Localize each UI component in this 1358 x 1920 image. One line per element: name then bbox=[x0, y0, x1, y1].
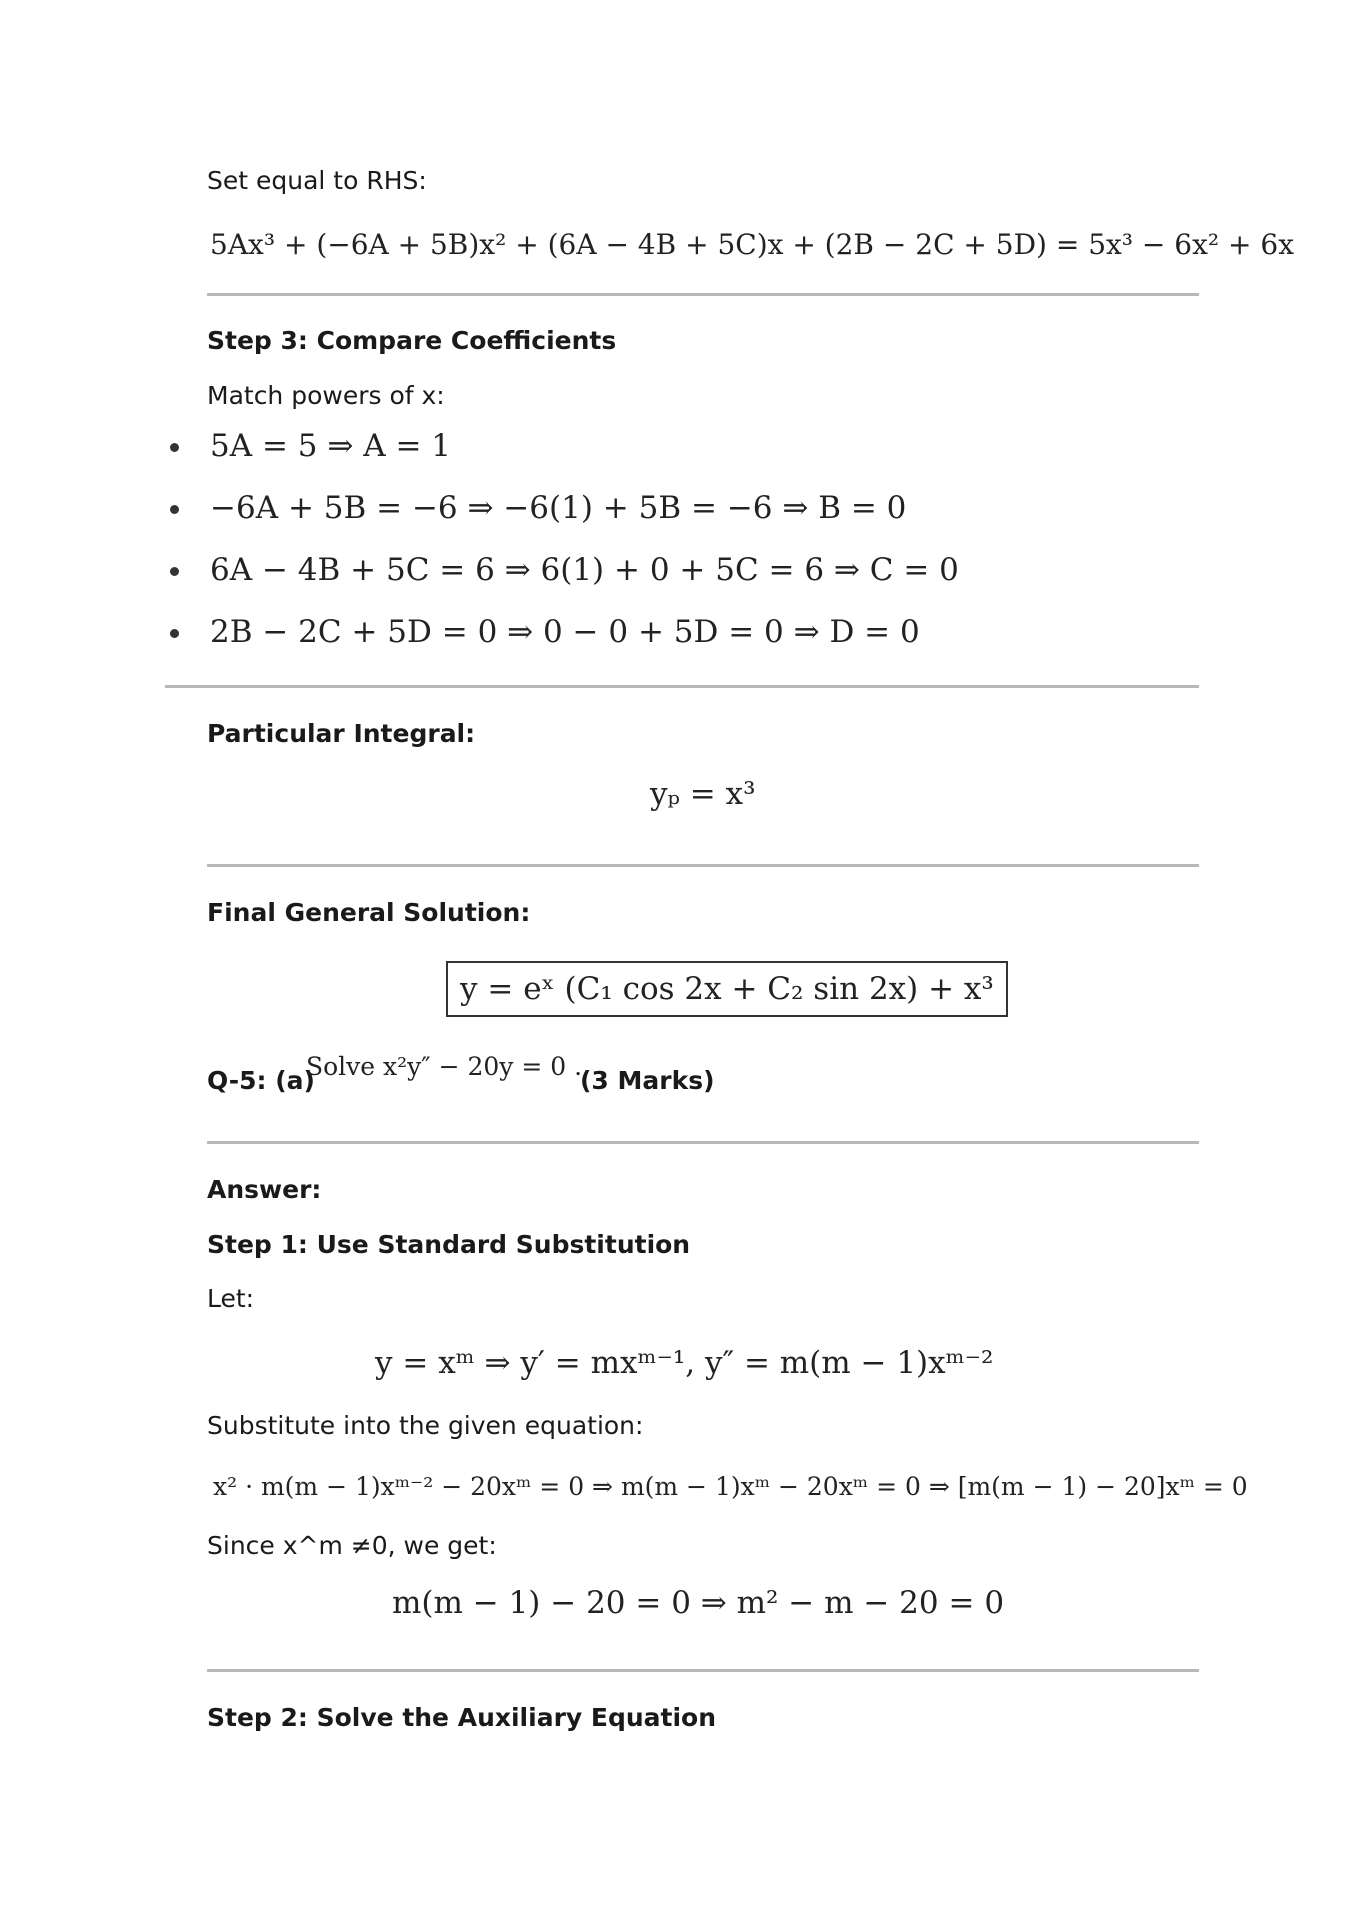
step2-heading: Step 2: Solve the Auxiliary Equation bbox=[207, 1703, 717, 1732]
step3-heading: Step 3: Compare Coefficients bbox=[207, 326, 617, 355]
substituted-equation: x² · m(m − 1)xᵐ⁻² − 20xᵐ = 0 ⇒ m(m − 1)xᵐ − 20xᵐ = 0 ⇒ [m(m − 1) − 20]xᵐ = 0 bbox=[213, 1472, 1248, 1501]
divider bbox=[165, 685, 1199, 688]
general-heading: Final General Solution: bbox=[207, 898, 531, 927]
particular-heading: Particular Integral: bbox=[207, 719, 476, 748]
bullet-marker bbox=[170, 567, 179, 576]
substitution-equation: y = xᵐ ⇒ y′ = mxᵐ⁻¹, y″ = m(m − 1)xᵐ⁻² bbox=[375, 1345, 994, 1381]
rhs-label: Set equal to RHS: bbox=[207, 166, 427, 195]
divider bbox=[207, 864, 1199, 867]
step1-heading: Step 1: Use Standard Substitution bbox=[207, 1230, 691, 1259]
divider bbox=[207, 293, 1199, 296]
bullet-marker bbox=[170, 505, 179, 514]
step3-intro: Match powers of x: bbox=[207, 381, 445, 410]
coefficient-item-3: 6A − 4B + 5C = 6 ⇒ 6(1) + 0 + 5C = 6 ⇒ C = 0 bbox=[210, 552, 959, 588]
general-solution-box: y = eˣ (C₁ cos 2x + C₂ sin 2x) + x³ bbox=[446, 961, 1008, 1017]
question-text: Solve x²y″ − 20y = 0 . bbox=[306, 1052, 583, 1081]
divider bbox=[207, 1669, 1199, 1672]
let-label: Let: bbox=[207, 1284, 255, 1313]
answer-heading: Answer: bbox=[207, 1175, 322, 1204]
particular-equation: yₚ = x³ bbox=[650, 776, 756, 812]
coefficient-item-2: −6A + 5B = −6 ⇒ −6(1) + 5B = −6 ⇒ B = 0 bbox=[210, 490, 907, 526]
question-marks: (3 Marks) bbox=[580, 1066, 715, 1095]
divider bbox=[207, 1141, 1199, 1144]
coefficient-item-4: 2B − 2C + 5D = 0 ⇒ 0 − 0 + 5D = 0 ⇒ D = 0 bbox=[210, 614, 920, 650]
coefficient-item-1: 5A = 5 ⇒ A = 1 bbox=[210, 428, 451, 464]
auxiliary-equation: m(m − 1) − 20 = 0 ⇒ m² − m − 20 = 0 bbox=[392, 1585, 1005, 1621]
bullet-marker bbox=[170, 443, 179, 452]
since-label: Since x^m ≠0, we get: bbox=[207, 1531, 497, 1560]
substitute-label: Substitute into the given equation: bbox=[207, 1411, 644, 1440]
bullet-marker bbox=[170, 629, 179, 638]
rhs-equation: 5Ax³ + (−6A + 5B)x² + (6A − 4B + 5C)x + (2B − 2C + 5D) = 5x³ − 6x² + 6x bbox=[210, 228, 1294, 261]
question-label: Q-5: (a) bbox=[207, 1066, 315, 1095]
